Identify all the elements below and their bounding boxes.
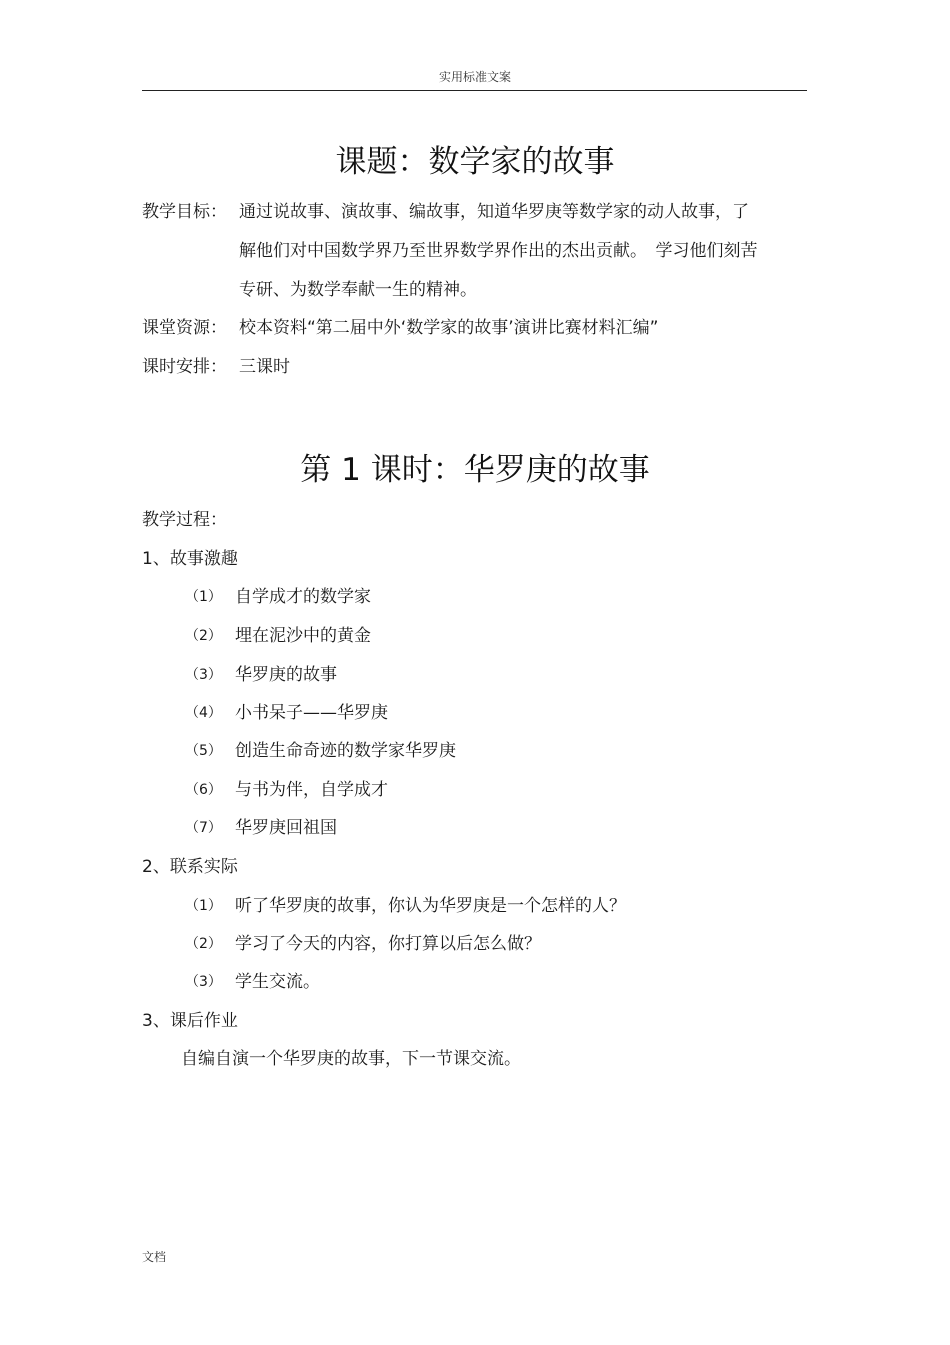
item-number: （6） (185, 782, 222, 798)
item-number: （1） (185, 898, 222, 914)
lesson-title: 第 1 课时：华罗庚的故事 (300, 452, 650, 488)
section-heading: 1、故事激趣 (142, 549, 238, 569)
process-label: 教学过程： (142, 510, 227, 530)
page-header: 实用标准文案 (438, 70, 511, 84)
item-text: 学生交流。 (235, 972, 320, 992)
item-text: 与书为伴，自学成才 (235, 780, 388, 800)
section-heading: 3、课后作业 (142, 1011, 238, 1031)
item-text: 埋在泥沙中的黄金 (235, 626, 371, 646)
item-number: （7） (185, 820, 222, 836)
item-text: 华罗庚回祖国 (235, 818, 337, 838)
item-number: （2） (185, 628, 222, 644)
resource-label: 课堂资源： (142, 318, 227, 338)
item-text: 听了华罗庚的故事，你认为华罗庚是一个怎样的人？ (235, 896, 626, 916)
item-text: 创造生命奇迹的数学家华罗庚 (235, 741, 456, 761)
item-text: 自学成才的数学家 (235, 587, 371, 607)
item-text: 华罗庚的故事 (235, 665, 337, 685)
resource-text: 校本资料“第二届中外‘数学家的故事’演讲比赛材料汇编” (239, 318, 659, 338)
page-footer: 文档 (142, 1250, 167, 1264)
item-number: （1） (185, 589, 222, 605)
item-number: （4） (185, 705, 222, 721)
goal-line: 专研、为数学奉献一生的精神。 (239, 280, 477, 300)
item-number: （2） (185, 936, 222, 952)
item-number: （5） (185, 743, 222, 759)
section-heading: 2、联系实际 (142, 857, 238, 877)
item-number: （3） (185, 667, 222, 683)
header-divider (142, 90, 807, 91)
goal-line: 解他们对中国数学界乃至世界数学界作出的杰出贡献。 学习他们刻苦 (239, 241, 758, 261)
schedule-label: 课时安排： (142, 357, 227, 377)
item-text: 小书呆子——华罗庚 (235, 703, 388, 723)
item-number: （3） (185, 974, 222, 990)
schedule-text: 三课时 (239, 357, 290, 377)
homework-text: 自编自演一个华罗庚的故事，下一节课交流。 (181, 1049, 521, 1069)
goal-label: 教学目标： (142, 202, 227, 222)
document-title: 课题：数学家的故事 (335, 144, 615, 180)
goal-line: 通过说故事、演故事、编故事，知道华罗庚等数学家的动人故事，了 (239, 202, 749, 222)
item-text: 学习了今天的内容，你打算以后怎么做？ (235, 934, 541, 954)
